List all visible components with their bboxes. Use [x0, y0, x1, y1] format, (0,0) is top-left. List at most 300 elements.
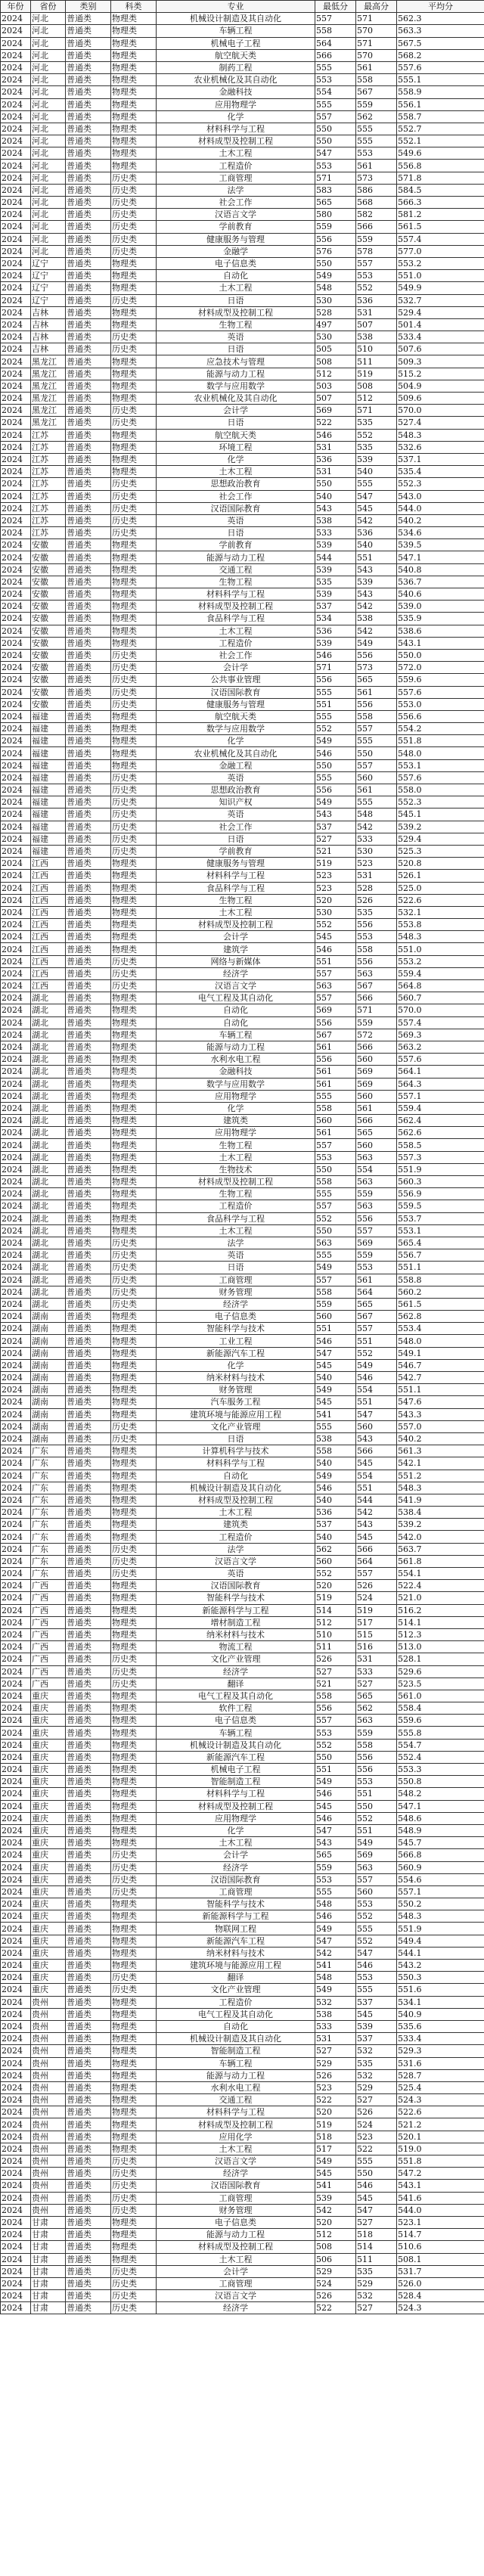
province-cell: 河北	[31, 184, 66, 196]
min-score-cell: 549	[315, 1776, 356, 1788]
table-row	[1, 858, 484, 870]
avg-score-cell: 545.1	[397, 808, 484, 821]
max-score-cell: 527	[356, 2216, 397, 2228]
table-row	[1, 49, 484, 61]
max-score-cell: 549	[356, 1359, 397, 1371]
category-cell: 普通类	[66, 1580, 111, 1592]
min-score-cell: 528	[315, 306, 356, 318]
major-cell: 材料成型及控制工程	[157, 2241, 315, 2253]
avg-score-cell: 545.7	[397, 1837, 484, 1849]
major-cell: 工业工程	[157, 1335, 315, 1347]
category-cell: 普通类	[66, 160, 111, 172]
category-cell: 普通类	[66, 1812, 111, 1824]
max-score-cell: 524	[356, 2118, 397, 2131]
min-score-cell: 546	[315, 1482, 356, 1494]
major-cell: 文化产业管理	[157, 1653, 315, 1665]
min-score-cell: 526	[315, 2290, 356, 2302]
min-score-cell: 508	[315, 2241, 356, 2253]
province-cell: 湖北	[31, 992, 66, 1004]
province-cell: 湖北	[31, 1127, 66, 1139]
avg-score-cell: 537.1	[397, 453, 484, 465]
table-row	[1, 1837, 484, 1849]
year-cell: 2024	[1, 1457, 31, 1470]
max-score-cell: 553	[356, 1262, 397, 1274]
major-cell: 法学	[157, 184, 315, 196]
year-cell: 2024	[1, 1372, 31, 1384]
max-score-cell: 559	[356, 1249, 397, 1262]
subject-cell: 历史类	[111, 649, 157, 661]
max-score-cell: 563	[356, 1861, 397, 1873]
avg-score-cell: 520.1	[397, 2131, 484, 2143]
year-cell: 2024	[1, 551, 31, 563]
major-cell: 机械设计制造及其自动化	[157, 13, 315, 25]
category-cell: 普通类	[66, 649, 111, 661]
table-row	[1, 86, 484, 98]
table-row	[1, 1923, 484, 1935]
table-row	[1, 245, 484, 257]
category-cell: 普通类	[66, 563, 111, 576]
province-cell: 广东	[31, 1531, 66, 1543]
major-cell: 化学	[157, 453, 315, 465]
category-cell: 普通类	[66, 331, 111, 343]
major-cell: 英语	[157, 331, 315, 343]
major-cell: 经济学	[157, 1665, 315, 1678]
province-cell: 河北	[31, 37, 66, 49]
min-score-cell: 539	[315, 637, 356, 649]
max-score-cell: 554	[356, 1384, 397, 1396]
province-cell: 贵州	[31, 2081, 66, 2093]
subject-cell: 历史类	[111, 209, 157, 221]
min-score-cell: 541	[315, 1408, 356, 1420]
max-score-cell: 558	[356, 74, 397, 86]
subject-cell: 物理类	[111, 2008, 157, 2020]
major-cell: 软件工程	[157, 1702, 315, 1715]
avg-score-cell: 554.1	[397, 1568, 484, 1580]
subject-cell: 物理类	[111, 1580, 157, 1592]
category-cell: 普通类	[66, 1323, 111, 1335]
min-score-cell: 529	[315, 2057, 356, 2069]
major-cell: 航空航天类	[157, 49, 315, 61]
category-cell: 普通类	[66, 2020, 111, 2032]
subject-cell: 历史类	[111, 980, 157, 992]
max-score-cell: 544	[356, 1494, 397, 1506]
max-score-cell: 519	[356, 1604, 397, 1616]
min-score-cell: 530	[315, 331, 356, 343]
min-score-cell: 537	[315, 1519, 356, 1531]
year-cell: 2024	[1, 833, 31, 845]
year-cell: 2024	[1, 1420, 31, 1432]
max-score-cell: 540	[356, 466, 397, 478]
subject-cell: 物理类	[111, 1764, 157, 1776]
category-cell: 普通类	[66, 662, 111, 674]
category-cell: 普通类	[66, 270, 111, 282]
table-row	[1, 1176, 484, 1188]
min-score-cell: 550	[315, 257, 356, 269]
major-cell: 翻译	[157, 1972, 315, 1984]
max-score-cell: 566	[356, 1445, 397, 1457]
province-cell: 福建	[31, 833, 66, 845]
major-cell: 计算机科学与技术	[157, 1445, 315, 1457]
category-cell: 普通类	[66, 2045, 111, 2057]
category-cell: 普通类	[66, 197, 111, 209]
max-score-cell: 556	[356, 955, 397, 967]
subject-cell: 历史类	[111, 2277, 157, 2289]
min-score-cell: 542	[315, 1947, 356, 1959]
max-score-cell: 566	[356, 992, 397, 1004]
province-cell: 安徽	[31, 601, 66, 613]
table-row	[1, 771, 484, 784]
min-score-cell: 552	[315, 723, 356, 735]
year-cell: 2024	[1, 1482, 31, 1494]
year-cell: 2024	[1, 2216, 31, 2228]
major-cell: 环境工程	[157, 441, 315, 453]
max-score-cell: 551	[356, 1396, 397, 1408]
category-cell: 普通类	[66, 1555, 111, 1567]
min-score-cell: 521	[315, 1678, 356, 1690]
min-score-cell: 557	[315, 1200, 356, 1212]
max-score-cell: 555	[356, 1984, 397, 1996]
min-score-cell: 546	[315, 943, 356, 955]
province-cell: 吉林	[31, 306, 66, 318]
category-cell: 普通类	[66, 1678, 111, 1690]
table-row	[1, 1764, 484, 1776]
province-cell: 江苏	[31, 527, 66, 539]
province-cell: 湖南	[31, 1396, 66, 1408]
min-score-cell: 553	[315, 1727, 356, 1739]
year-cell: 2024	[1, 135, 31, 147]
avg-score-cell: 522.4	[397, 1580, 484, 1592]
category-cell: 普通类	[66, 2216, 111, 2228]
max-score-cell: 566	[356, 1543, 397, 1555]
year-cell: 2024	[1, 37, 31, 49]
year-cell: 2024	[1, 906, 31, 918]
max-score-cell: 567	[356, 980, 397, 992]
avg-score-cell: 531.7	[397, 2265, 484, 2277]
year-cell: 2024	[1, 588, 31, 601]
subject-cell: 物理类	[111, 919, 157, 931]
major-cell: 生物工程	[157, 1188, 315, 1200]
min-score-cell: 543	[315, 808, 356, 821]
min-score-cell: 522	[315, 2302, 356, 2314]
major-cell: 新能源汽车工程	[157, 1751, 315, 1763]
province-cell: 安徽	[31, 625, 66, 637]
major-cell: 食品科学与工程	[157, 613, 315, 625]
table-row	[1, 1715, 484, 1727]
year-cell: 2024	[1, 2081, 31, 2093]
avg-score-cell: 522.6	[397, 2106, 484, 2118]
avg-score-cell: 571.8	[397, 172, 484, 184]
subject-cell: 历史类	[111, 2168, 157, 2180]
year-cell: 2024	[1, 1739, 31, 1751]
category-cell: 普通类	[66, 1531, 111, 1543]
table-row	[1, 2253, 484, 2265]
table-row	[1, 2155, 484, 2168]
major-cell: 会计学	[157, 1849, 315, 1861]
year-cell: 2024	[1, 2069, 31, 2081]
province-cell: 重庆	[31, 1715, 66, 1727]
year-cell: 2024	[1, 245, 31, 257]
table-row	[1, 135, 484, 147]
major-cell: 生物工程	[157, 318, 315, 331]
avg-score-cell: 557.1	[397, 1090, 484, 1102]
year-cell: 2024	[1, 1507, 31, 1519]
province-cell: 福建	[31, 796, 66, 808]
max-score-cell: 518	[356, 2229, 397, 2241]
min-score-cell: 567	[315, 1029, 356, 1041]
year-cell: 2024	[1, 2302, 31, 2314]
category-cell: 普通类	[66, 2277, 111, 2289]
max-score-cell: 571	[356, 13, 397, 25]
max-score-cell: 556	[356, 1764, 397, 1776]
max-score-cell: 532	[356, 2069, 397, 2081]
min-score-cell: 541	[315, 1960, 356, 1972]
year-cell: 2024	[1, 1837, 31, 1849]
major-cell: 车辆工程	[157, 25, 315, 37]
max-score-cell: 557	[356, 1568, 397, 1580]
table-row	[1, 2302, 484, 2314]
min-score-cell: 571	[315, 662, 356, 674]
year-cell: 2024	[1, 1224, 31, 1237]
subject-cell: 物理类	[111, 2131, 157, 2143]
year-cell: 2024	[1, 2204, 31, 2216]
year-cell: 2024	[1, 698, 31, 710]
max-score-cell: 543	[356, 1432, 397, 1445]
major-cell: 能源与动力工程	[157, 1041, 315, 1053]
year-cell: 2024	[1, 1066, 31, 1078]
category-cell: 普通类	[66, 2302, 111, 2314]
min-score-cell: 576	[315, 245, 356, 257]
year-cell: 2024	[1, 1298, 31, 1310]
year-cell: 2024	[1, 2008, 31, 2020]
major-cell: 化学	[157, 1824, 315, 1836]
year-cell: 2024	[1, 1408, 31, 1420]
subject-cell: 物理类	[111, 1200, 157, 1212]
table-row	[1, 1665, 484, 1678]
year-cell: 2024	[1, 2131, 31, 2143]
province-cell: 河北	[31, 110, 66, 123]
major-cell: 新能源科学与工程	[157, 1910, 315, 1923]
year-cell: 2024	[1, 931, 31, 943]
min-score-cell: 533	[315, 2020, 356, 2032]
province-cell: 安徽	[31, 551, 66, 563]
province-cell: 贵州	[31, 2131, 66, 2143]
table-row	[1, 184, 484, 196]
year-cell: 2024	[1, 1849, 31, 1861]
year-cell: 2024	[1, 270, 31, 282]
avg-score-cell: 548.3	[397, 1482, 484, 1494]
table-row	[1, 2106, 484, 2118]
table-row	[1, 1470, 484, 1482]
table-row	[1, 1702, 484, 1715]
max-score-cell: 507	[356, 318, 397, 331]
subject-cell: 物理类	[111, 1445, 157, 1457]
province-cell: 贵州	[31, 2143, 66, 2155]
major-cell: 财务管理	[157, 1286, 315, 1298]
avg-score-cell: 561.5	[397, 221, 484, 233]
category-cell: 普通类	[66, 1078, 111, 1090]
subject-cell: 物理类	[111, 1507, 157, 1519]
province-cell: 重庆	[31, 1972, 66, 1984]
major-cell: 金融科技	[157, 86, 315, 98]
major-cell: 智能科学与技术	[157, 1898, 315, 1910]
max-score-cell: 559	[356, 1016, 397, 1029]
max-score-cell: 557	[356, 1224, 397, 1237]
max-score-cell: 535	[356, 906, 397, 918]
table-row	[1, 551, 484, 563]
major-cell: 会计学	[157, 662, 315, 674]
avg-score-cell: 564.1	[397, 1066, 484, 1078]
category-cell: 普通类	[66, 2265, 111, 2277]
province-cell: 甘肃	[31, 2277, 66, 2289]
table-row	[1, 1788, 484, 1800]
avg-score-cell: 562.3	[397, 13, 484, 25]
table-row	[1, 1420, 484, 1432]
subject-cell: 物理类	[111, 747, 157, 759]
min-score-cell: 533	[315, 527, 356, 539]
min-score-cell: 526	[315, 1653, 356, 1665]
province-cell: 安徽	[31, 613, 66, 625]
table-row	[1, 417, 484, 429]
year-cell: 2024	[1, 1139, 31, 1151]
table-row	[1, 2180, 484, 2192]
min-score-cell: 555	[315, 98, 356, 110]
avg-score-cell: 529.4	[397, 833, 484, 845]
min-score-cell: 546	[315, 1910, 356, 1923]
major-cell: 经济学	[157, 2168, 315, 2180]
subject-cell: 物理类	[111, 2229, 157, 2241]
province-cell: 福建	[31, 821, 66, 833]
min-score-cell: 561	[315, 1066, 356, 1078]
province-cell: 重庆	[31, 1751, 66, 1763]
category-cell: 普通类	[66, 2204, 111, 2216]
table-row	[1, 25, 484, 37]
subject-cell: 历史类	[111, 771, 157, 784]
province-cell: 江西	[31, 919, 66, 931]
max-score-cell: 552	[356, 282, 397, 294]
major-cell: 新能源汽车工程	[157, 1347, 315, 1359]
subject-cell: 物理类	[111, 1935, 157, 1947]
min-score-cell: 550	[315, 1751, 356, 1763]
category-cell: 普通类	[66, 1715, 111, 1727]
max-score-cell: 560	[356, 1090, 397, 1102]
year-cell: 2024	[1, 221, 31, 233]
min-score-cell: 550	[315, 123, 356, 135]
province-cell: 湖北	[31, 1090, 66, 1102]
major-cell: 汽车服务工程	[157, 1396, 315, 1408]
subject-cell: 历史类	[111, 796, 157, 808]
avg-score-cell: 553.8	[397, 919, 484, 931]
max-score-cell: 569	[356, 1849, 397, 1861]
year-cell: 2024	[1, 478, 31, 490]
avg-score-cell: 547.1	[397, 551, 484, 563]
year-cell: 2024	[1, 845, 31, 857]
major-cell: 日语	[157, 833, 315, 845]
category-cell: 普通类	[66, 110, 111, 123]
max-score-cell: 578	[356, 245, 397, 257]
min-score-cell: 549	[315, 1384, 356, 1396]
table-row	[1, 1739, 484, 1751]
province-cell: 江苏	[31, 514, 66, 526]
major-cell: 文化产业管理	[157, 1420, 315, 1432]
table-row	[1, 1812, 484, 1824]
year-cell: 2024	[1, 1531, 31, 1543]
table-row	[1, 478, 484, 490]
table-row	[1, 1127, 484, 1139]
max-score-cell: 523	[356, 2131, 397, 2143]
min-score-cell: 523	[315, 882, 356, 894]
table-row	[1, 2008, 484, 2020]
min-score-cell: 547	[315, 1824, 356, 1836]
major-cell: 生物技术	[157, 1163, 315, 1175]
min-score-cell: 557	[315, 992, 356, 1004]
category-cell: 普通类	[66, 221, 111, 233]
table-row	[1, 601, 484, 613]
max-score-cell: 529	[356, 2277, 397, 2289]
avg-score-cell: 581.2	[397, 209, 484, 221]
province-cell: 福建	[31, 710, 66, 722]
major-cell: 车辆工程	[157, 1727, 315, 1739]
min-score-cell: 562	[315, 1543, 356, 1555]
year-cell: 2024	[1, 1286, 31, 1298]
max-score-cell: 553	[356, 147, 397, 160]
avg-score-cell: 557.1	[397, 1885, 484, 1898]
major-cell: 汉语言文学	[157, 2155, 315, 2168]
avg-score-cell: 564.8	[397, 980, 484, 992]
major-cell: 材料成型及控制工程	[157, 306, 315, 318]
province-cell: 江西	[31, 894, 66, 906]
table-row	[1, 931, 484, 943]
min-score-cell: 545	[315, 1800, 356, 1812]
major-cell: 会计学	[157, 2265, 315, 2277]
subject-cell: 物理类	[111, 1604, 157, 1616]
category-cell: 普通类	[66, 551, 111, 563]
max-score-cell: 548	[356, 808, 397, 821]
table-row	[1, 1016, 484, 1029]
subject-cell: 物理类	[111, 613, 157, 625]
table-row	[1, 331, 484, 343]
major-cell: 会计学	[157, 405, 315, 417]
table-row	[1, 233, 484, 245]
major-cell: 机械电子工程	[157, 1764, 315, 1776]
major-cell: 自动化	[157, 1004, 315, 1016]
min-score-cell: 556	[315, 1054, 356, 1066]
category-cell: 普通类	[66, 2192, 111, 2204]
category-cell: 普通类	[66, 466, 111, 478]
avg-score-cell: 521.2	[397, 2118, 484, 2131]
major-cell: 智能制造工程	[157, 2045, 315, 2057]
major-cell: 知识产权	[157, 796, 315, 808]
avg-score-cell: 553.3	[397, 1764, 484, 1776]
min-score-cell: 540	[315, 1531, 356, 1543]
major-cell: 社会工作	[157, 649, 315, 661]
avg-score-cell: 539.0	[397, 601, 484, 613]
major-cell: 交通工程	[157, 563, 315, 576]
category-cell: 普通类	[66, 172, 111, 184]
major-cell: 英语	[157, 1249, 315, 1262]
avg-score-cell: 538.4	[397, 1507, 484, 1519]
province-cell: 重庆	[31, 1800, 66, 1812]
category-cell: 普通类	[66, 135, 111, 147]
category-cell: 普通类	[66, 61, 111, 73]
min-score-cell: 561	[315, 1078, 356, 1090]
table-row	[1, 1519, 484, 1531]
min-score-cell: 555	[315, 771, 356, 784]
subject-cell: 物理类	[111, 931, 157, 943]
province-cell: 重庆	[31, 1910, 66, 1923]
min-score-cell: 553	[315, 1873, 356, 1885]
year-cell: 2024	[1, 1445, 31, 1457]
table-row	[1, 613, 484, 625]
